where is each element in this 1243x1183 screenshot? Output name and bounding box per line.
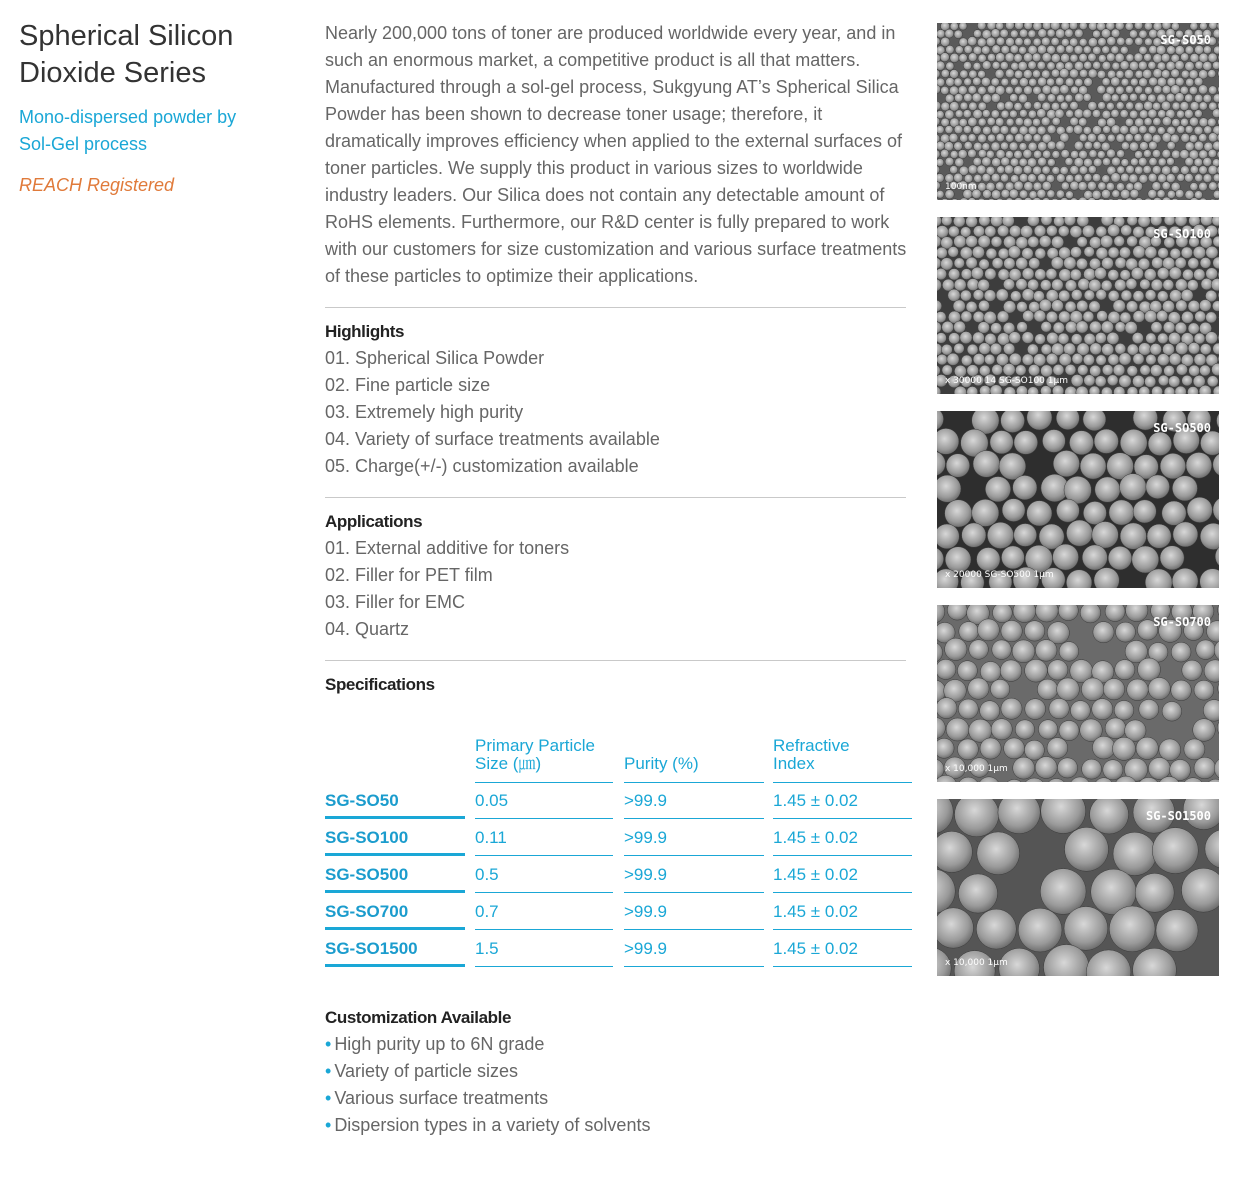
- purity-cell: >99.9: [624, 931, 764, 967]
- sem-particle-image: [937, 23, 1219, 200]
- column-header-size: Primary Particle Size (㎛): [475, 736, 595, 773]
- sem-scale-bar: x 10,000 1μm: [945, 958, 1008, 968]
- product-name-cell: SG-SO700: [325, 894, 465, 930]
- customization-item: [325, 1112, 650, 1139]
- product-name-cell: SG-SO50: [325, 783, 465, 819]
- size-cell: 0.05: [475, 783, 613, 819]
- purity-cell: >99.9: [624, 857, 764, 893]
- sem-label: SG-SO1500: [1145, 809, 1211, 823]
- title-line-1: Spherical Silicon: [19, 20, 234, 52]
- index-cell: 1.45 ± 0.02: [773, 820, 912, 856]
- highlight-item: 05. Charge(+/-) customization available: [325, 456, 639, 476]
- sem-particle-image: [937, 217, 1219, 394]
- size-cell: 0.7: [475, 894, 613, 930]
- subtitle-line-1: Mono-dispersed powder by: [19, 107, 237, 127]
- sem-particle-image: [937, 605, 1219, 782]
- customization-section: [325, 1008, 650, 1139]
- index-cell: 1.45 ± 0.02: [773, 894, 912, 930]
- page-title: [19, 18, 279, 92]
- purity-cell: >99.9: [624, 820, 764, 856]
- bullet-icon: •: [325, 1034, 332, 1054]
- divider: [325, 497, 906, 498]
- size-cell: 1.5: [475, 931, 613, 967]
- sem-scale-bar: x 10,000 1μm: [945, 764, 1008, 774]
- sem-image: [937, 217, 1219, 394]
- bullet-icon: •: [325, 1061, 332, 1081]
- bullet-icon: •: [325, 1115, 332, 1135]
- column-header-index: Refractive Index: [773, 736, 850, 773]
- subtitle-line-2: Sol-Gel process: [19, 134, 148, 154]
- size-cell: 0.5: [475, 857, 613, 893]
- application-item: 01. External additive for toners: [325, 538, 570, 558]
- sem-image: [937, 605, 1219, 782]
- applications-heading: Applications: [325, 512, 423, 531]
- application-item: 03. Filler for EMC: [325, 592, 466, 612]
- customization-item: [325, 1058, 650, 1085]
- customization-item-label: Variety of particle sizes: [334, 1061, 519, 1081]
- sem-label: SG-SO50: [1160, 33, 1211, 47]
- highlight-item: 04. Variety of surface treatments available: [325, 429, 660, 449]
- customization-heading: Customization Available: [325, 1008, 512, 1027]
- sem-scale-bar: x 20000 SG-SO500 1μm: [945, 570, 1054, 580]
- sem-scale-bar: x 30000 14 SG-SO100 1μm: [945, 376, 1068, 386]
- highlight-item: 03. Extremely high purity: [325, 402, 524, 422]
- index-cell: 1.45 ± 0.02: [773, 783, 912, 819]
- intro-paragraph: Nearly 200,000 tons of toner are produced worldwide every year, and in such an enormous market, a competitive product is all that matters. Manufactured through a sol-gel process, Sukgyung AT’s Spherical Silica Powder has been shown to decrease toner usage; therefore, it dramatically improves efficiency when applied to the external surfaces of toner particles. We supply this product in various sizes to worldwide industry leaders. Our Silica does not contain any detectable amount of RoHS elements. Furthermore, our R&D center is fully prepared to work with our customers for size customization and various surface treatments of these particles to optimize their applications.: [325, 23, 907, 286]
- sem-label: SG-SO500: [1153, 421, 1211, 435]
- sem-particle-image: [937, 799, 1219, 976]
- purity-cell: >99.9: [624, 783, 764, 819]
- customization-item: [325, 1031, 650, 1058]
- divider: [325, 307, 906, 308]
- customization-item: [325, 1085, 650, 1112]
- customization-item-label: Various surface treatments: [334, 1088, 549, 1108]
- sem-image: [937, 23, 1219, 200]
- purity-cell: >99.9: [624, 894, 764, 930]
- subtitle: [19, 104, 279, 158]
- index-cell: 1.45 ± 0.02: [773, 857, 912, 893]
- sem-particle-image: [937, 411, 1219, 588]
- sem-label: SG-SO700: [1153, 615, 1211, 629]
- customization-item-label: High purity up to 6N grade: [334, 1034, 545, 1054]
- main-column: [325, 20, 912, 698]
- product-name-cell: SG-SO1500: [325, 931, 465, 967]
- left-column: [19, 18, 279, 196]
- application-item: 04. Quartz: [325, 619, 410, 639]
- sem-image: [937, 799, 1219, 976]
- divider: [325, 660, 906, 661]
- customization-item-label: Dispersion types in a variety of solvents: [334, 1115, 651, 1135]
- title-line-2: Dioxide Series: [19, 57, 206, 89]
- reach-registered-label: REACH Registered: [19, 175, 175, 195]
- specifications-heading: Specifications: [325, 675, 435, 694]
- highlight-item: 01. Spherical Silica Powder: [325, 348, 545, 368]
- highlights-section: [325, 322, 912, 480]
- application-item: 02. Filler for PET film: [325, 565, 493, 585]
- sem-image: [937, 411, 1219, 588]
- sem-scale-bar: 100nm: [945, 182, 977, 192]
- highlight-item: 02. Fine particle size: [325, 375, 491, 395]
- bullet-icon: •: [325, 1088, 332, 1108]
- highlights-heading: Highlights: [325, 322, 405, 341]
- product-name-cell: SG-SO100: [325, 820, 465, 856]
- sem-label: SG-SO100: [1153, 227, 1211, 241]
- index-cell: 1.45 ± 0.02: [773, 931, 912, 967]
- column-header-purity: Purity (%): [624, 754, 699, 773]
- product-name-cell: SG-SO500: [325, 857, 465, 893]
- size-cell: 0.11: [475, 820, 613, 856]
- applications-section: [325, 512, 912, 643]
- sem-image-column: [937, 23, 1219, 993]
